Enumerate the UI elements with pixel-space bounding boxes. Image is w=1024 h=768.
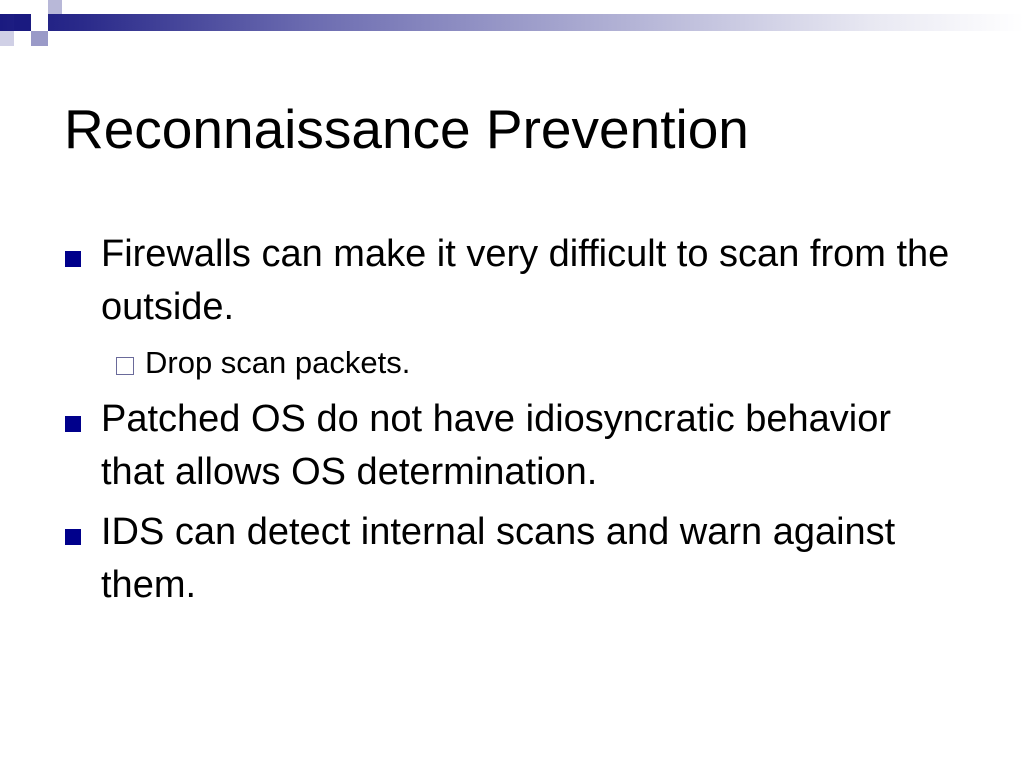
checker-square — [31, 31, 48, 46]
checker-square — [62, 0, 76, 14]
sub-bullet-text: Drop scan packets. — [145, 345, 411, 380]
header-gradient-bar — [0, 14, 1024, 31]
filled-square-bullet-icon — [65, 416, 81, 432]
checker-square — [14, 14, 31, 31]
bullet-list — [64, 228, 964, 619]
checker-square — [48, 0, 62, 14]
bullet-text: Firewalls can make it very difficult to scan from the outside. — [101, 233, 950, 328]
bullet-item — [64, 506, 964, 612]
checker-square — [48, 31, 62, 46]
bullet-item — [64, 228, 964, 334]
bullet-text: IDS can detect internal scans and warn against them. — [101, 511, 896, 606]
bullet-text: Patched OS do not have idiosyncratic behavior that allows OS determination. — [101, 398, 892, 493]
filled-square-bullet-icon — [65, 251, 81, 267]
bullet-item — [64, 393, 964, 499]
checker-square — [0, 0, 31, 14]
sub-bullet-item — [64, 341, 964, 385]
checker-square — [0, 31, 14, 46]
filled-square-bullet-icon — [65, 529, 81, 545]
hollow-square-bullet-icon — [116, 357, 134, 375]
slide-title: Reconnaissance Prevention — [64, 98, 749, 160]
checker-square — [31, 14, 48, 31]
